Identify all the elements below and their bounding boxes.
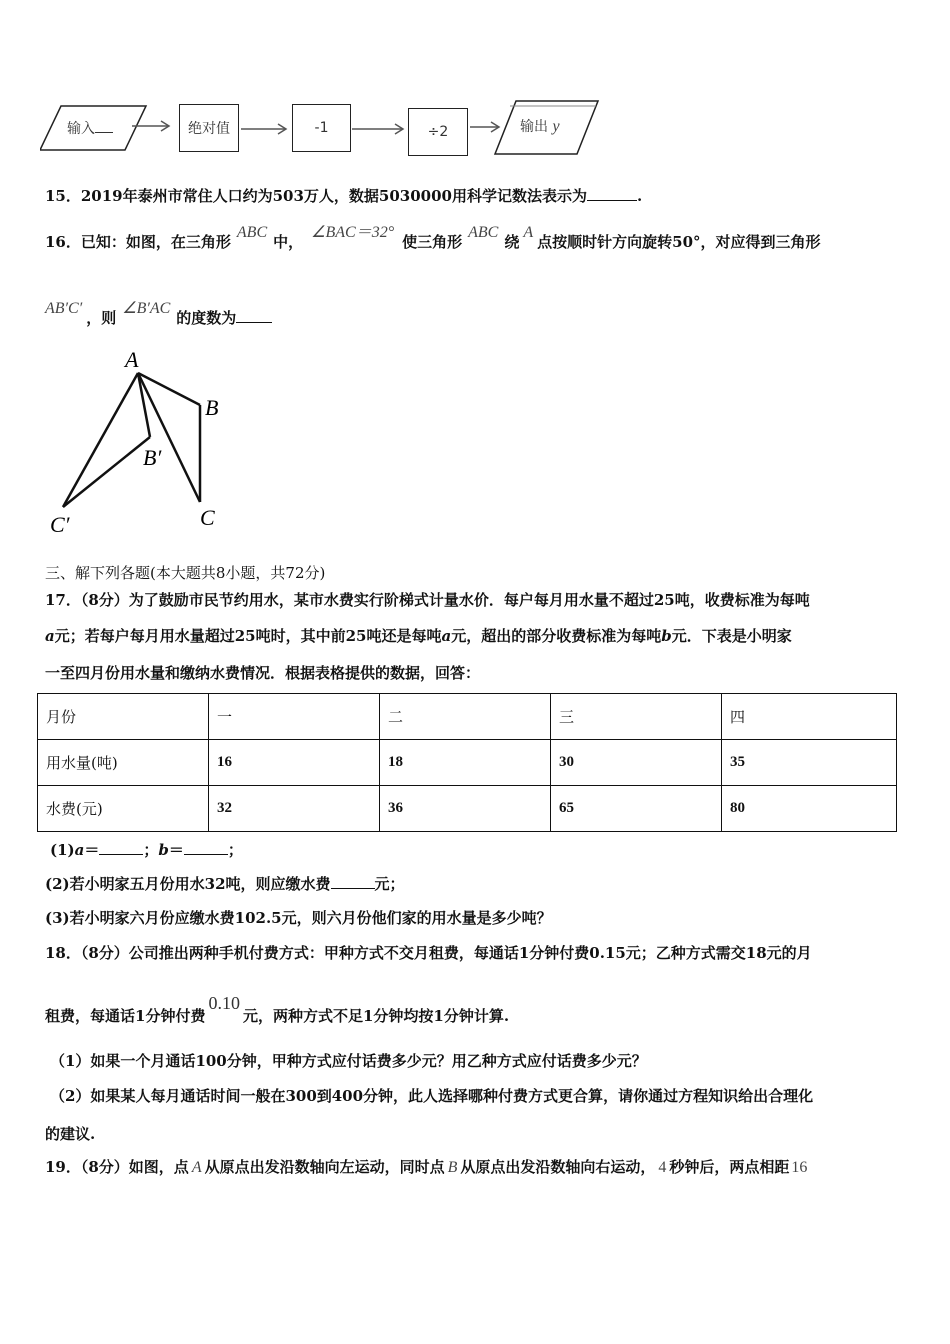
label-a: A — [125, 347, 139, 372]
flow-div2-label: ÷2 — [427, 124, 449, 140]
q17-sub1 — [50, 840, 243, 860]
q16-blank — [236, 308, 272, 323]
q17-sub1-eq2: ＝ — [168, 841, 184, 859]
q17-sub1-eq1: ＝ — [84, 841, 100, 859]
flow-output-label: 输出 — [520, 119, 548, 135]
table-cell: 35 — [722, 740, 897, 786]
q17-sub1-end: ； — [227, 841, 243, 859]
table-cell: 水费(元) — [38, 786, 209, 832]
q17-sub2-end: 元； — [374, 875, 405, 893]
q17-blank-fee — [331, 874, 375, 889]
table-cell: 三 — [551, 694, 722, 740]
table-cell: 一 — [209, 694, 380, 740]
section-3-title: 三、解下列各题(本大题共8小题，共72分) — [45, 564, 326, 582]
flow-abs-label: 绝对值 — [188, 121, 230, 137]
q16-point-a: A — [523, 224, 534, 241]
q17-line1: 17．（8分）为了鼓励市民节约用水，某市水费实行阶梯式计量水价．每户每月用水量不超过25吨，收费标准为每吨 — [45, 591, 810, 609]
edge-bprime-cprime — [63, 437, 150, 507]
label-c: C — [200, 505, 215, 530]
table-cell: 四 — [722, 694, 897, 740]
table-cell: 80 — [722, 786, 897, 832]
label-b: B — [205, 395, 219, 420]
question-16-line2 — [45, 300, 272, 329]
label-b-prime: B′ — [143, 445, 162, 470]
flow-div2-box — [408, 108, 468, 156]
q15-text: 15．2019年泰州市常住人口约为503万人，数据5030000用科学记数法表示为 — [45, 187, 587, 205]
q18-sub2: （2）如果某人每月通话时间一般在300到400分钟，此人选择哪种付费方式更合算，请你通过方程知识给出合理化 — [50, 1087, 814, 1105]
q16-part6: ，则 — [86, 309, 117, 327]
q17-blank-b — [184, 840, 228, 855]
q17-line2f: 元．下表是小明家 — [671, 627, 792, 645]
q18-line2 — [45, 993, 510, 1026]
table-cell: 二 — [380, 694, 551, 740]
q16-part5: 点按顺时针方向旋转50°，对应得到三角形 — [537, 233, 821, 251]
edge-ac — [138, 373, 200, 502]
question-16-line1 — [45, 224, 821, 253]
q18-sub2b: 的建议. — [45, 1125, 96, 1143]
q19-c: 从原点出发沿数轴向右运动， — [460, 1158, 656, 1176]
q17-sub1-sep: ； — [143, 841, 159, 859]
flow-minus1-label: -1 — [314, 120, 329, 136]
q19-d: 秒钟后，两点相距 — [669, 1158, 790, 1176]
q15-blank — [587, 186, 637, 201]
edge-ac-prime — [63, 373, 138, 507]
question-15 — [45, 186, 642, 206]
q17-blank-a — [99, 840, 143, 855]
table-cell: 18 — [380, 740, 551, 786]
edge-ab — [138, 373, 200, 405]
q16-angle2: ∠B′AC — [122, 300, 171, 317]
q17-sub1-a: a — [74, 841, 85, 859]
q18-sub1: （1）如果一个月通话100分钟，甲种方式应付话费多少元？用乙种方式应付话费多少元？ — [50, 1052, 647, 1070]
q16-abc1: ABC — [236, 224, 268, 241]
q19-point-a: A — [191, 1159, 202, 1176]
table-cell: 65 — [551, 786, 722, 832]
q16-abc2: ABC — [468, 224, 499, 241]
q17-line3: 一至四月份用水量和缴纳水费情况．根据表格提供的数据，回答： — [45, 664, 481, 682]
q19-sixteen: 16 — [791, 1159, 808, 1176]
q17-a2: a — [441, 627, 452, 645]
q19-b: 从原点出发沿数轴向左运动，同时点 — [204, 1158, 445, 1176]
table-row — [38, 786, 897, 832]
q17-sub2 — [45, 874, 405, 894]
table-header-row — [38, 694, 897, 740]
label-c-prime: C′ — [50, 512, 70, 537]
q17-line2b: 元；若每户每月用水量超过25吨时，其中前25吨还是每吨 — [54, 627, 442, 645]
q15-end: . — [637, 187, 643, 205]
table-cell: 月份 — [38, 694, 209, 740]
q17-b1: b — [661, 627, 672, 645]
q18-rate: 0.10 — [208, 993, 240, 1013]
triangle-figure — [45, 345, 245, 545]
q17-a1: a — [45, 627, 55, 645]
q16-abc3: AB′C′ — [45, 300, 83, 317]
flowchart — [40, 98, 620, 158]
question-19 — [45, 1157, 807, 1178]
table-cell: 32 — [209, 786, 380, 832]
q17-line2d: 元，超出的部分收费标准为每吨 — [451, 627, 662, 645]
q19-a: 19．（8分）如图，点 — [45, 1158, 189, 1176]
table-cell: 30 — [551, 740, 722, 786]
q16-part2: 中， — [273, 233, 304, 251]
q19-point-b: B — [447, 1159, 458, 1176]
flow-abs-box — [179, 104, 239, 152]
q18-line2a: 租费，每通话1分钟付费 — [45, 1007, 206, 1025]
q17-sub1-b: b — [158, 841, 169, 859]
table-cell: 36 — [380, 786, 551, 832]
q16-part7: 的度数为 — [176, 309, 237, 327]
water-table — [37, 693, 897, 832]
table-cell: 16 — [209, 740, 380, 786]
flow-minus1-box — [292, 104, 351, 152]
q17-sub2-text: (2)若小明家五月份用水32吨，则应缴水费 — [45, 875, 331, 893]
q18-line2b: 元，两种方式不足1分钟均按1分钟计算. — [242, 1007, 510, 1025]
q18-line1: 18．（8分）公司推出两种手机付费方式：甲种方式不交月租费，每通话1分钟付费0.15元；乙种方式需交18元的月 — [45, 944, 812, 962]
flow-input-label: 输入 — [67, 121, 95, 137]
q16-part4: 绕 — [504, 233, 520, 251]
q16-part1: 16．已知：如图，在三角形 — [45, 233, 231, 251]
table-cell: 用水量(吨) — [38, 740, 209, 786]
q17-line2 — [45, 626, 792, 646]
q17-sub1-num: (1) — [50, 841, 75, 859]
q16-angle: ∠BAC＝32° — [311, 224, 395, 241]
table-row — [38, 740, 897, 786]
q17-sub3: (3)若小明家六月份应缴水费102.5元，则六月份他们家的用水量是多少吨？ — [45, 909, 552, 927]
q16-part3: 使三角形 — [402, 233, 463, 251]
flow-output-var: y — [552, 118, 560, 135]
q19-four: 4 — [658, 1159, 667, 1176]
